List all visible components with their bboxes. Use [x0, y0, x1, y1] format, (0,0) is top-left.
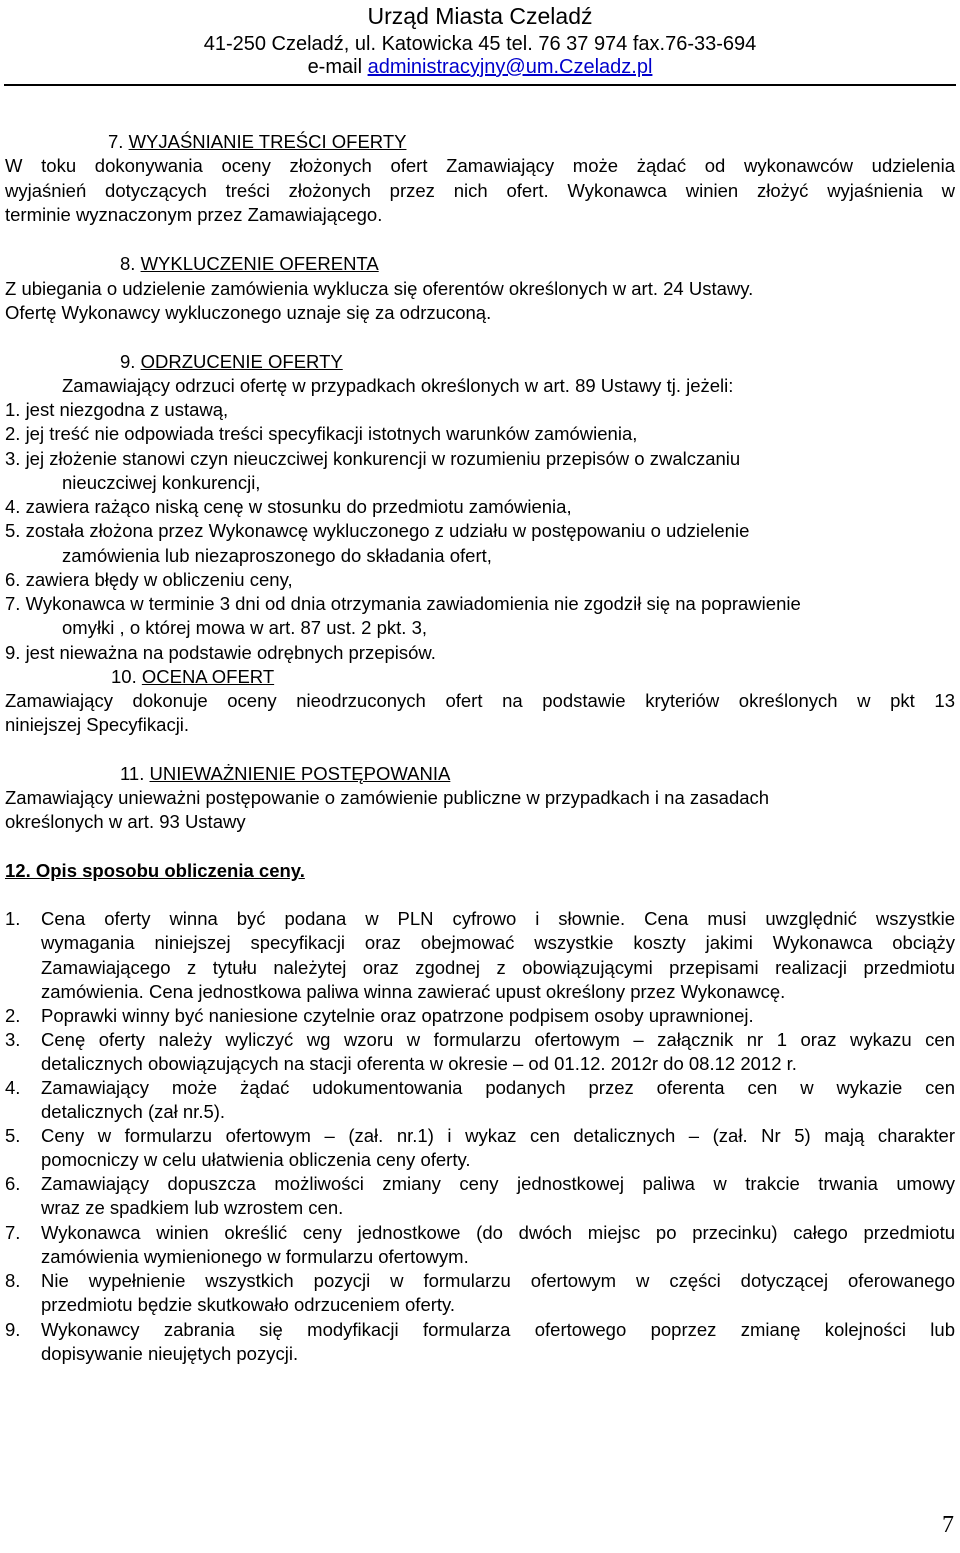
list-item: 9. jest nieważna na podstawie odrębnych przepisów. — [5, 642, 436, 663]
item-line: dopisywanie nieujętych pozycji. — [41, 1343, 299, 1364]
item-number: 4. — [5, 1077, 21, 1098]
list-item-continued: nieuczciwej konkurencji, — [62, 472, 261, 493]
item-line: przedmiotu będzie skutkowało odrzuceniem oferty. — [41, 1294, 456, 1315]
item-line: Zamawiający dopuszcza możliwości zmiany ceny jednostkowej paliwa w trakcie trwania umowy — [41, 1173, 955, 1194]
item-number: 5. — [5, 1125, 21, 1146]
section-8-title: WYKLUCZENIE OFERENTA — [140, 253, 379, 274]
item-number: 7. — [5, 1222, 21, 1243]
list-item: 2. jej treść nie odpowiada treści specyfikacji istotnych warunków zamówienia, — [5, 423, 638, 444]
header-title: Urząd Miasta Czeladź — [367, 3, 593, 29]
list-item: 4. zawiera rażąco niską cenę w stosunku do przedmiotu zamówienia, — [5, 496, 572, 517]
section-7-line: W toku dokonywania oceny złożonych ofert Zamawiający może żądać od wykonawców udzielenia — [5, 155, 955, 176]
item-line: zamówienia. Cena jednostkowa paliwa winna zawierać upust określony przez Wykonawcę. — [41, 981, 786, 1002]
section-11-heading: 11. UNIEWAŻNIENIE POSTĘPOWANIA — [120, 763, 451, 784]
section-10-line: Zamawiający dokonuje oceny nieodrzuconych ofert na podstawie kryteriów określonych w pkt 13 — [5, 690, 955, 711]
item-line: wraz ze spadkiem lub wzrostem cen. — [41, 1197, 344, 1218]
item-number: 1. — [5, 908, 21, 929]
item-number: 3. — [5, 1029, 21, 1050]
list-item: 6. zawiera błędy w obliczeniu ceny, — [5, 569, 293, 590]
item-line: Cenę oferty należy wyliczyć wg wzoru w formularzu ofertowym – załącznik nr 1 oraz wykazu cen — [41, 1029, 955, 1050]
item-number: 2. — [5, 1005, 21, 1026]
item-line: pomocniczy w celu ułatwienia obliczenia ceny oferty. — [41, 1149, 471, 1170]
item-line: Zamawiającego z tytułu należytej oraz zgodnej z obowiązującymi przepisami realizacji przedmiotu — [41, 957, 955, 978]
section-9-intro: Zamawiający odrzuci ofertę w przypadkach określonych w art. 89 Ustawy tj. jeżeli: — [62, 375, 734, 396]
email-label: e-mail — [307, 56, 368, 78]
item-line: zamówienia wymienionego w formularzu ofertowym. — [41, 1246, 469, 1267]
item-line: Nie wypełnienie wszystkich pozycji w formularzu ofertowym w części dotyczącej oferowanego — [41, 1270, 955, 1291]
list-item: 3. jej złożenie stanowi czyn nieuczciwej konkurencji w rozumieniu przepisów o zwalczaniu — [5, 448, 741, 469]
list-item: 1. jest niezgodna z ustawą, — [5, 399, 229, 420]
item-line: Zamawiający może żądać udokumentowania podanych przez oferenta cen w wykazie cen — [41, 1077, 955, 1098]
header-divider — [4, 84, 956, 86]
section-11-line: określonych w art. 93 Ustawy — [5, 811, 246, 832]
section-10-title: OCENA OFERT — [141, 666, 275, 687]
section-8-line: Ofertę Wykonawcy wykluczonego uznaje się za odrzuconą. — [5, 302, 492, 323]
item-line: Poprawki winny być naniesione czytelnie oraz opatrzone podpisem osoby uprawnionej. — [41, 1005, 754, 1026]
item-line: wymagania niniejszej specyfikacji oraz obejmować wszystkie koszty jakimi Wykonawca obciąży — [41, 932, 955, 953]
item-line: Cena oferty winna być podana w PLN cyfrowo i słownie. Cena musi uwzględnić wszystkie — [41, 908, 955, 929]
list-item-continued: zamówienia lub niezaproszonego do składania ofert, — [62, 545, 492, 566]
list-item: 7. Wykonawca w terminie 3 dni od dnia otrzymania zawiadomienia nie zgodził się na poprawienie — [5, 593, 801, 614]
page-number: 7 — [942, 1512, 954, 1538]
section-10-line: niniejszej Specyfikacji. — [5, 714, 190, 735]
section-9-title: ODRZUCENIE OFERTY — [140, 351, 343, 372]
item-number: 6. — [5, 1173, 21, 1194]
section-7-heading: 7. WYJAŚNIANIE TREŚCI OFERTY — [108, 131, 407, 152]
header-email-line — [0, 55, 960, 79]
section-11-title: UNIEWAŻNIENIE POSTĘPOWANIA — [149, 763, 451, 784]
header-address: 41-250 Czeladź, ul. Katowicka 45 tel. 76 37 974 fax.76-33-694 — [203, 33, 757, 55]
section-9-heading: 9. ODRZUCENIE OFERTY — [120, 351, 343, 372]
section-7-line: wyjaśnień dotyczących treści złożonych przez nich ofert. Wykonawca winien złożyć wyjaśnienia w — [5, 180, 955, 201]
item-line: detalicznych obowiązujących na stacji oferenta w okresie – od 01.12. 2012r do 08.12 2012 r. — [41, 1053, 797, 1074]
section-10-heading: 10. OCENA OFERT — [111, 666, 275, 687]
list-item-continued: omyłki , o której mowa w art. 87 ust. 2 pkt. 3, — [62, 617, 427, 638]
section-11-line: Zamawiający unieważni postępowanie o zamówienie publiczne w przypadkach i na zasadach — [5, 787, 770, 808]
section-7-title: WYJAŚNIANIE TREŚCI OFERTY — [128, 131, 407, 152]
section-7-line: terminie wyznaczonym przez Zamawiającego. — [5, 204, 383, 225]
list-item: 5. została złożona przez Wykonawcę wykluczonego z udziału w postępowaniu o udzielenie — [5, 520, 750, 541]
item-line: Ceny w formularzu ofertowym – (zał. nr.1) i wykaz cen detalicznych – (zał. Nr 5) mają charakter — [41, 1125, 955, 1146]
item-line: Wykonawcy zabrania się modyfikacji formularza ofertowego poprzez zmianę kolejności lub — [41, 1319, 955, 1340]
item-number: 8. — [5, 1270, 21, 1291]
item-number: 9. — [5, 1319, 21, 1340]
email-link[interactable]: administracyjny@um.Czeladz.pl — [367, 56, 653, 78]
section-12-title: 12. Opis sposobu obliczenia ceny. — [5, 860, 305, 881]
section-8-heading: 8. WYKLUCZENIE OFERENTA — [120, 253, 379, 274]
item-line: detalicznych (zał nr.5). — [41, 1101, 226, 1122]
item-line: Wykonawca winien określić ceny jednostkowe (do dwóch miejsc po przecinku) całego przedmiotu — [41, 1222, 955, 1243]
section-8-line: Z ubiegania o udzielenie zamówienia wyklucza się oferentów określonych w art. 24 Ustawy. — [5, 278, 754, 299]
